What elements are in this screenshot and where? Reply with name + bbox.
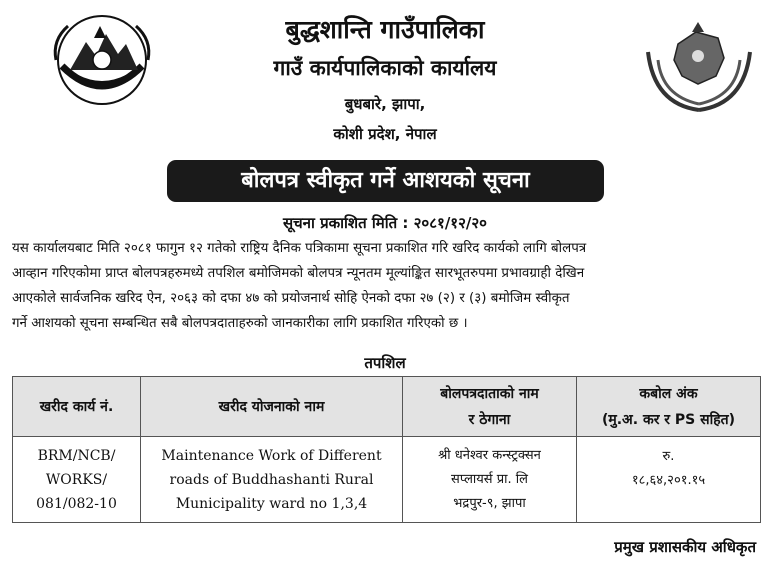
signatory-title: प्रमुख प्रशासकीय अधिकृत [614,538,756,556]
office-location: बुधबारे, झापा, [344,95,426,113]
notice-body [12,236,760,336]
notice-body-line: आव्हान गरिएकोमा प्राप्त बोलपत्रहरुमध्ये तपशिल बमोजिमको बोलपत्र न्यूनतम मूल्यांङ्कित सारभूतरुपमा प्रभावग्राही देखिन [12,266,585,281]
header-project-name: खरीद योजनाको नाम [141,377,403,437]
header-work-no: खरीद कार्य नं. [13,377,141,437]
office-province: कोशी प्रदेश, नेपाल [333,125,437,143]
cell-bid-amount: रु. १८,६४,२०१.१५ [577,437,761,523]
table-row [13,437,761,523]
notice-body-line: यस कार्यालयबाट मिति २०८१ फागुन १२ गतेको राष्ट्रिय दैनिक पत्रिकामा सूचना प्रकाशित गरि खरिद कार्यको लागि बोलपत्र [12,241,587,256]
header-bidder: बोलपत्रदाताको नाम र ठेगाना [403,377,577,437]
office-name: गाउँ कार्यपालिकाको कार्यालय [273,56,497,80]
cell-project-name: Maintenance Work of Different roads of Buddhashanti Rural Municipality ward no 1,3,4 [141,437,403,523]
notice-body-line: आएकोले सार्वजनिक खरिद ऐन, २०६३ को दफा ४७ को प्रयोजनार्थ सोहि ऐनको दफा २७ (२) र (३) बमोजिम स्वीकृत [12,291,570,306]
details-heading: तपशिल [364,354,406,372]
published-date: सूचना प्रकाशित मिति : २०८१/१२/२० [283,214,487,232]
notice-body-line: गर्ने आशयको सूचना सम्बन्धित सबै बोलपत्रदाताहरुको जानकारीका लागि प्रकाशित गरिएको छ । [12,316,468,331]
notice-title-banner: बोलपत्र स्वीकृत गर्ने आशयको सूचना [167,160,604,202]
municipality-name: बुद्धशान्ति गाउँपालिका [285,15,485,44]
cell-work-no: BRM/NCB/ WORKS/ 081/082-10 [13,437,141,523]
details-table [12,376,761,523]
cell-bidder: श्री धनेश्वर कन्स्ट्रक्सन सप्लायर्स प्रा. लि भद्रपुर-९, झापा [403,437,577,523]
header-bid-amount: कबोल अंक (मु.अ. कर र PS सहित) [577,377,761,437]
table-header-row [13,377,761,437]
